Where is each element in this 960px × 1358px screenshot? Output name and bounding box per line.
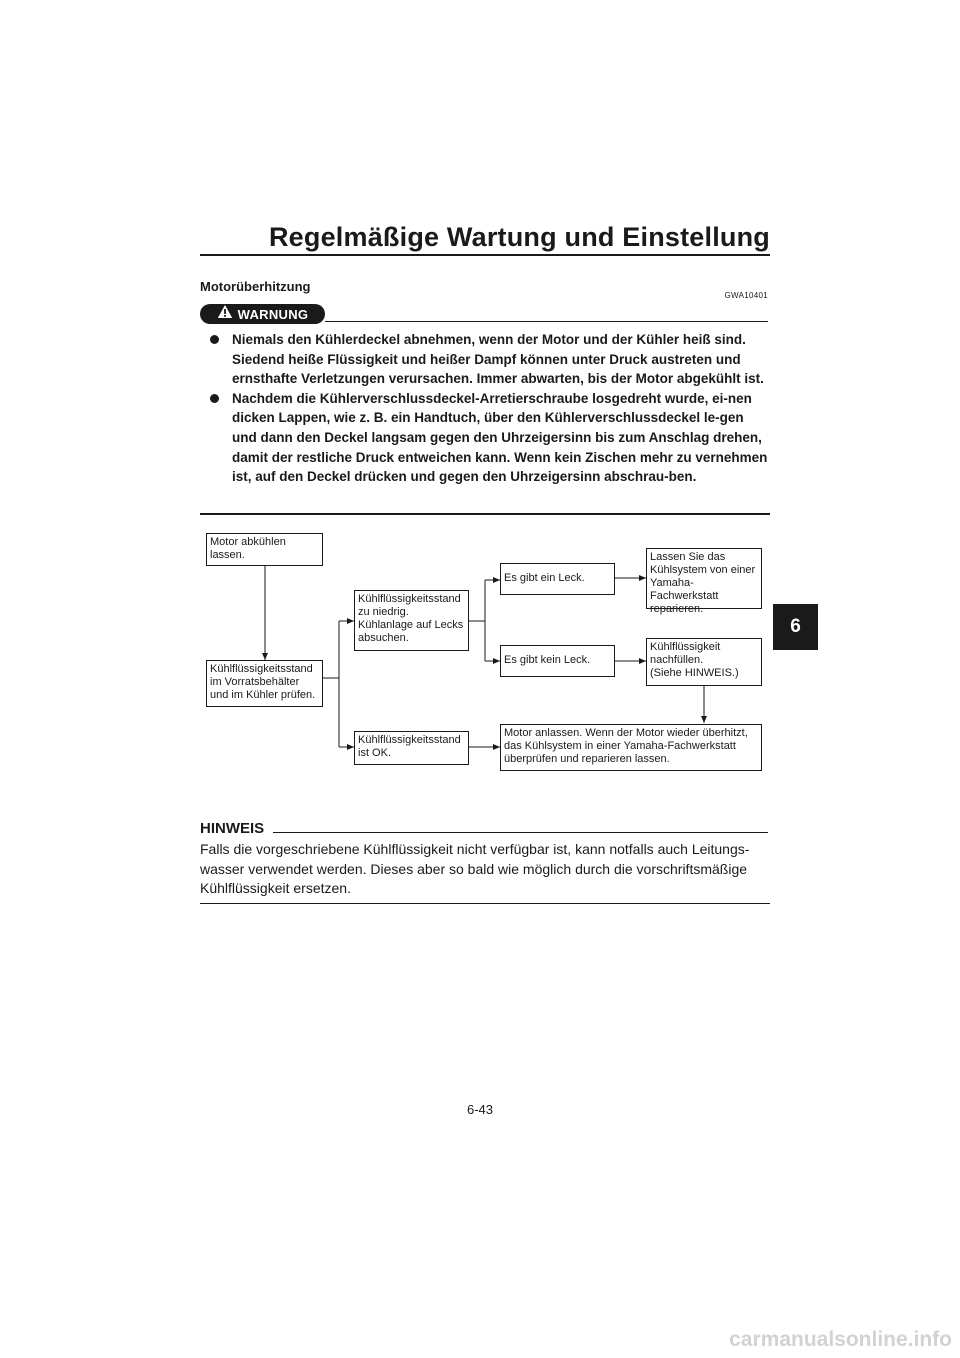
flow-node-level-ok: Kühlflüssigkeitsstand ist OK. — [354, 731, 469, 765]
flow-node-no-leak: Es gibt kein Leck. — [500, 645, 615, 677]
warning-item-text: Niemals den Kühlerdeckel abnehmen, wenn der Motor und der Kühler heiß sind. Siedend heiße Flüssigkeit und heißer Dampf können unter Druck austreten und ernsthafte Verletzungen verursachen. Immer abwarten, bis der Motor abgekühlt ist. — [232, 332, 764, 387]
note-heading: HINWEIS — [200, 820, 265, 837]
flow-node-check-level: Kühlflüssigkeitsstand im Vorratsbehälter und im Kühler prüfen. — [206, 660, 323, 707]
flow-node-start-engine: Motor anlassen. Wenn der Motor wieder überhitzt, das Kühlsystem in einer Yamaha-Fachwerkstatt überprüfen und reparieren lassen. — [500, 724, 762, 771]
note-end-rule — [200, 903, 770, 904]
flow-node-cool-engine: Motor abkühlen lassen. — [206, 533, 323, 566]
warning-label: WARNUNG — [237, 306, 309, 322]
page-title: Regelmäßige Wartung und Einstellung — [268, 222, 770, 252]
page-number: 6-43 — [466, 1102, 494, 1117]
document-code: GWA10401 — [724, 291, 768, 300]
note-rule — [273, 832, 768, 833]
section-heading: Motorüberhitzung — [200, 279, 311, 294]
flow-node-repair: Lassen Sie das Kühlsystem von einer Yamaha-Fachwerkstatt reparieren. — [646, 548, 762, 609]
flow-node-leak: Es gibt ein Leck. — [500, 563, 615, 595]
chapter-tab: 6 — [773, 604, 818, 650]
note-text: Falls die vorgeschriebene Kühlflüssigkeit nicht verfügbar ist, kann notfalls auch Leitungs-wasser verwendet werden. Dieses aber so bald wie möglich durch die vorschriftsmäßige Kühlflüssigkeit ersetzen. — [200, 841, 750, 896]
flow-node-level-low: Kühlflüssigkeitsstand zu niedrig. Kühlanlage auf Lecks absuchen. — [354, 590, 469, 651]
watermark: carmanualsonline.info — [729, 1328, 952, 1351]
flow-node-refill: Kühlflüssigkeit nachfüllen. (Siehe HINWEIS.) — [646, 638, 762, 686]
warning-item-text: Nachdem die Kühlerverschlussdeckel-Arretierschraube losgedreht wurde, ei-nen dicken Lappen, wie z. B. ein Handtuch, über den Kühlerverschlussdeckel le-gen und dann den Deckel langsam gegen den Uhrzeigersinn bis zum Anschlag drehen, damit der restliche Druck entweichen kann. Wenn kein Zischen mehr zu vernehmen ist, auf den Deckel drücken und gegen den Uhrzeigersinn abschrau-ben. — [232, 390, 768, 485]
